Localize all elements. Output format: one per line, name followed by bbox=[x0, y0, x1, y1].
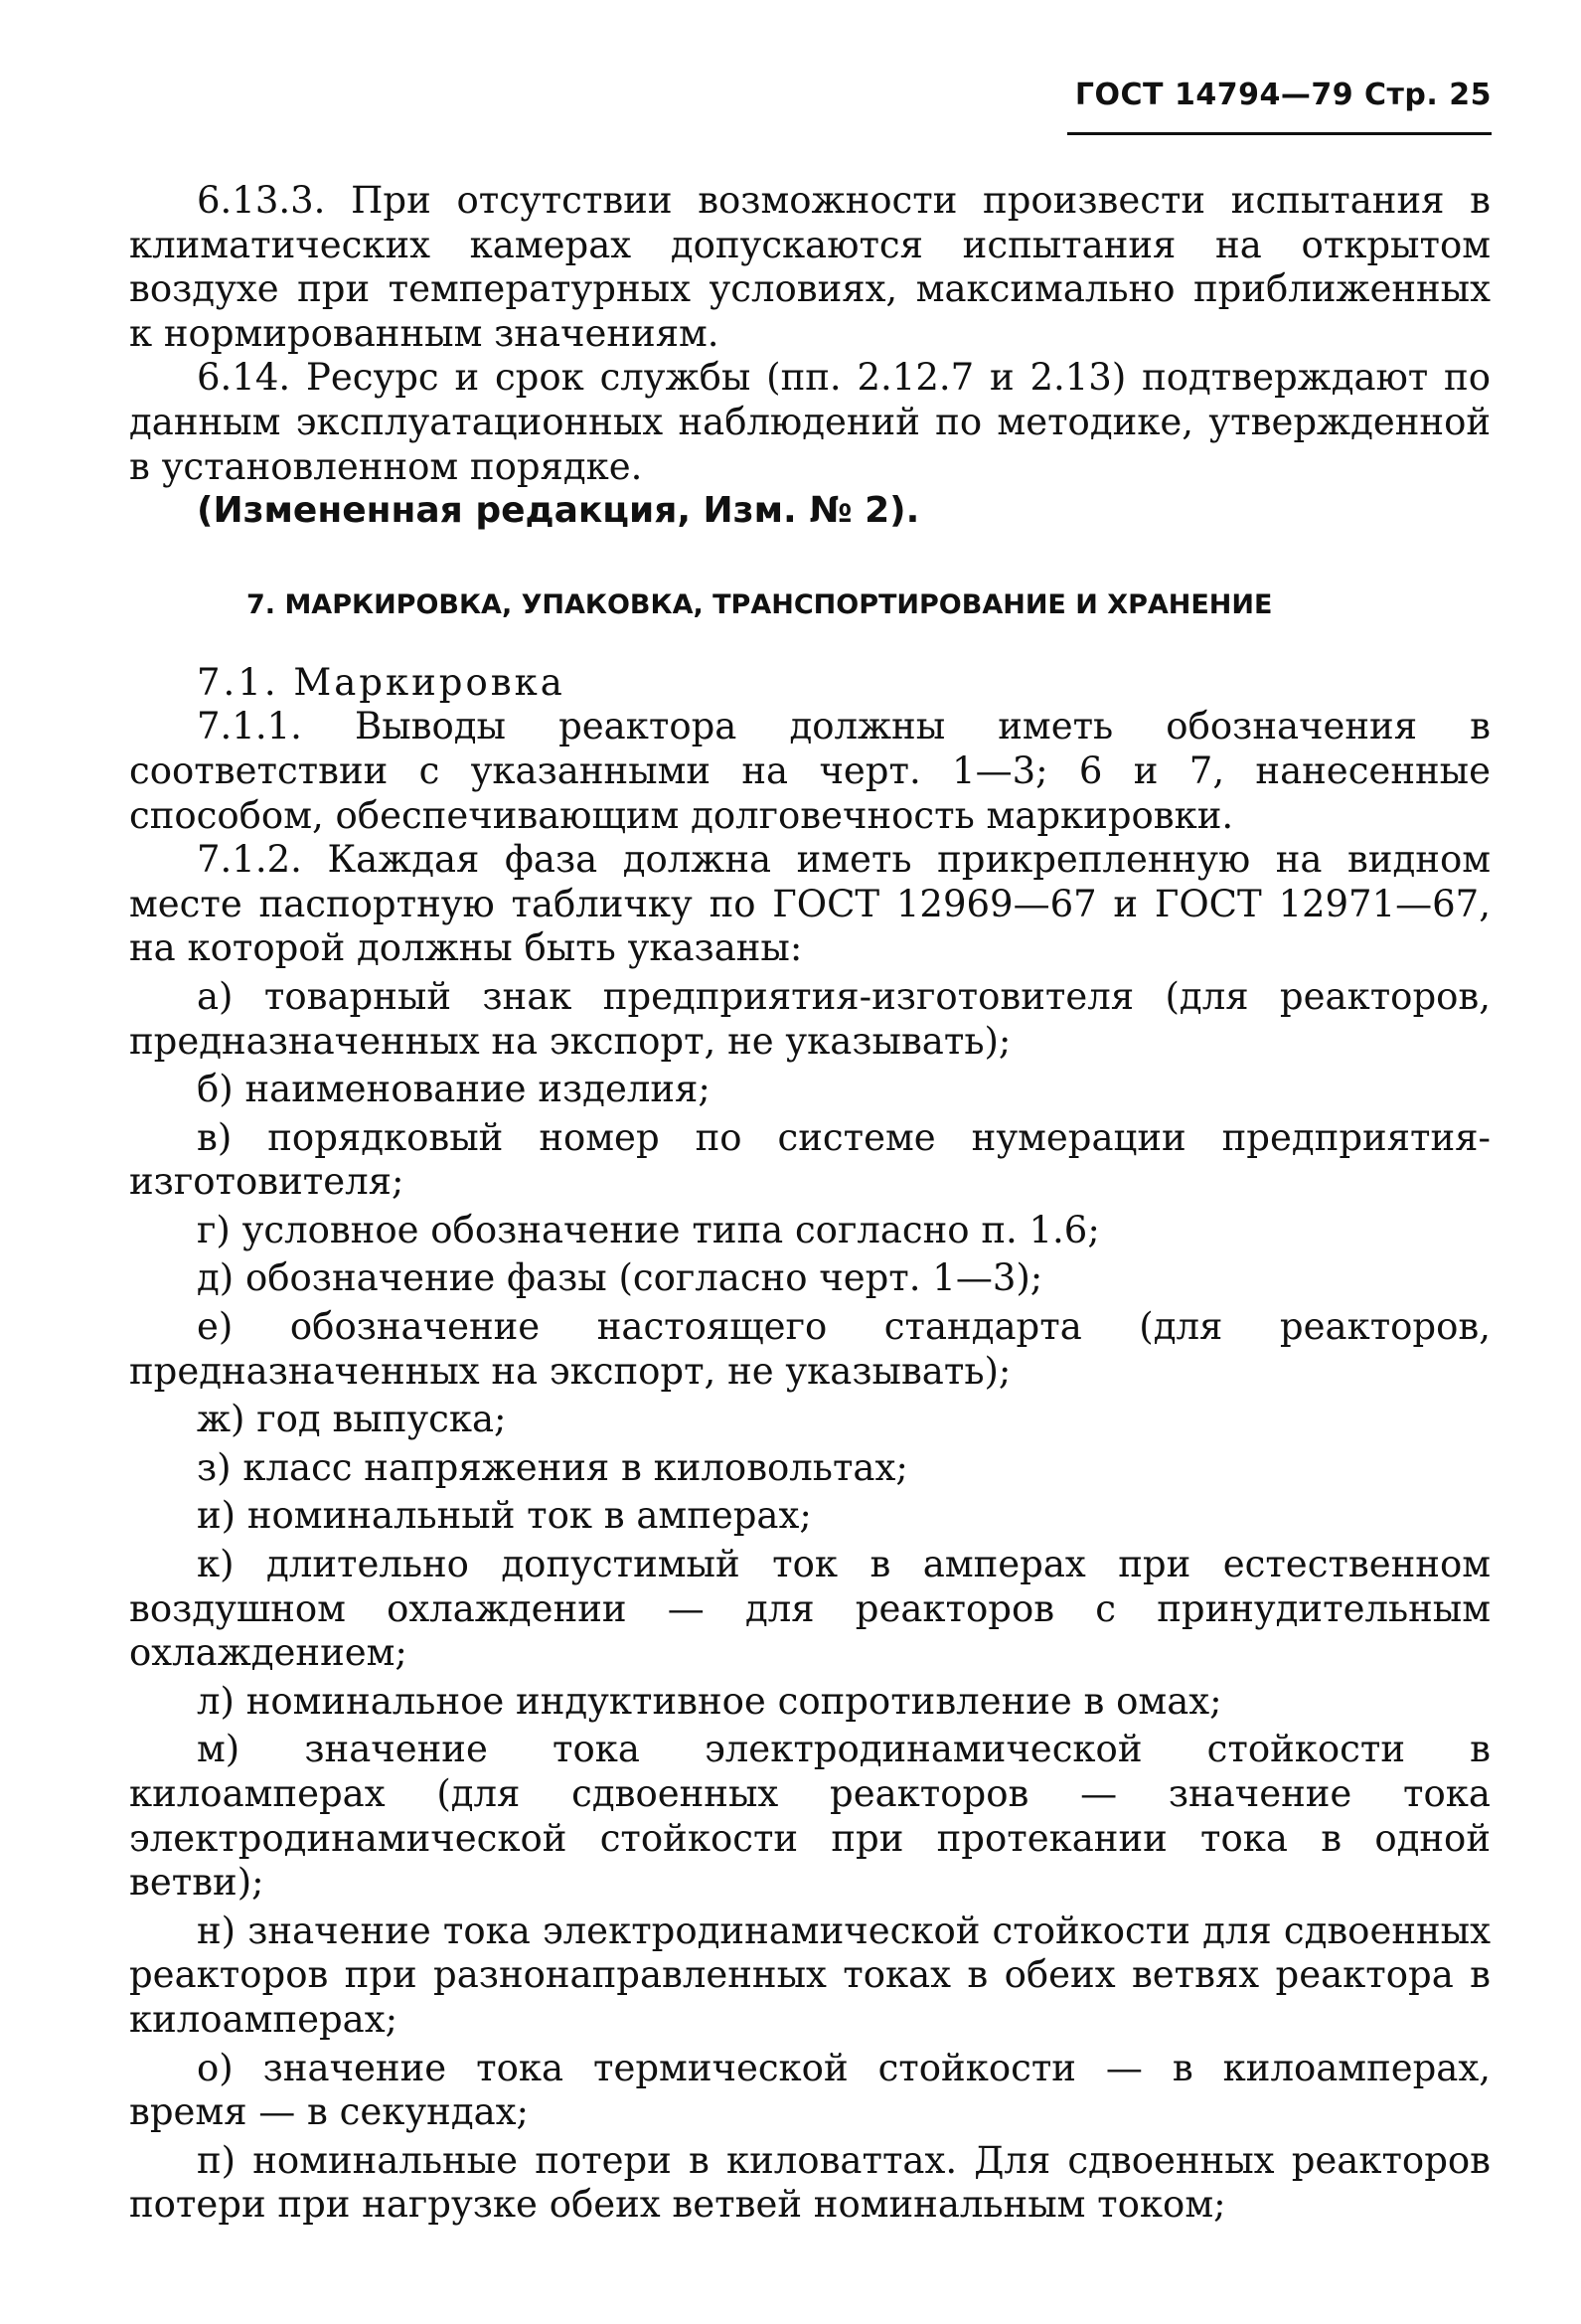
running-head: ГОСТ 14794—79 Стр. 25 bbox=[1074, 78, 1492, 112]
list-item-d: д) обозначение фазы (согласно черт. 1—3); bbox=[197, 1256, 1043, 1300]
list-item-i: и) номинальный ток в амперах; bbox=[197, 1494, 812, 1538]
list-item-o: о) значение тока термической стойкости — в килоамперах, время — в секундах; bbox=[129, 2046, 1491, 2134]
list-item-v: в) порядковый номер по системе нумерации предприятия-изготовителя; bbox=[129, 1115, 1491, 1204]
paragraph-7-1-1: 7.1.1. Выводы реактора должны иметь обозначения в соответствии с указанными на черт. 1—3; 6 и 7, нанесенные способом, обеспечивающим долговечность маркировки. bbox=[129, 705, 1491, 837]
list-item-b: б) наименование изделия; bbox=[197, 1068, 711, 1111]
list-item-g: г) условное обозначение типа согласно п. 1.6; bbox=[197, 1208, 1100, 1251]
paragraph-7-1-2: 7.1.2. Каждая фаза должна иметь прикрепленную на видном месте паспортную табличку по ГОСТ 12969—67 и ГОСТ 12971—67, на которой должны быть указаны: bbox=[129, 838, 1491, 970]
list-item-k: к) длительно допустимый ток в амперах при естественном воздушном охлаждении — для реакторов с принудительным охлаждением; bbox=[129, 1543, 1491, 1675]
list-item-z: з) класс напряжения в киловольтах; bbox=[197, 1445, 908, 1489]
list-item-e: е) обозначение настоящего стандарта (для реакторов, предназначенных на экспорт, не указывать); bbox=[129, 1305, 1491, 1393]
list-item-n: н) значение тока электродинамической стойкости для сдвоенных реакторов при разнонаправленных токах в обеих ветвях реактора в килоамперах; bbox=[129, 1909, 1491, 2041]
list-item-zh: ж) год выпуска; bbox=[197, 1398, 507, 1441]
document-body bbox=[129, 179, 1491, 2228]
amendment-note: (Измененная редакция, Изм. № 2). bbox=[197, 490, 920, 532]
list-item-m: м) значение тока электродинамической стойкости в килоамперах (для сдвоенных реакторов — значение тока электродинамической стойкости при протекании тока в одной ветви); bbox=[129, 1728, 1491, 1905]
list-item-a: а) товарный знак предприятия-изготовителя (для реакторов, предназначенных на экспорт, не указывать); bbox=[129, 974, 1491, 1063]
list-item-p: п) номинальные потери в киловаттах. Для сдвоенных реакторов потери при нагрузке обеих ветвей номинальным током; bbox=[129, 2138, 1491, 2227]
section-7-heading: 7. МАРКИРОВКА, УПАКОВКА, ТРАНСПОРТИРОВАНИЕ И ХРАНЕНИЕ bbox=[246, 588, 1273, 620]
paragraph-6-13-3: 6.13.3. При отсутствии возможности произвести испытания в климатических камерах допускаются испытания на открытом воздухе при температурных условиях, максимально приближенных к нормированным значениям. bbox=[129, 179, 1491, 355]
list-item-l: л) номинальное индуктивное сопротивление в омах; bbox=[197, 1679, 1222, 1723]
header-rule bbox=[1067, 132, 1492, 135]
paragraph-6-14: 6.14. Ресурс и срок службы (пп. 2.12.7 и 2.13) подтверждают по данным эксплуатационных наблюдений по методике, утвержденной в установленном порядке. bbox=[129, 356, 1491, 488]
subsection-7-1-heading: 7.1. Маркировка bbox=[197, 660, 565, 704]
